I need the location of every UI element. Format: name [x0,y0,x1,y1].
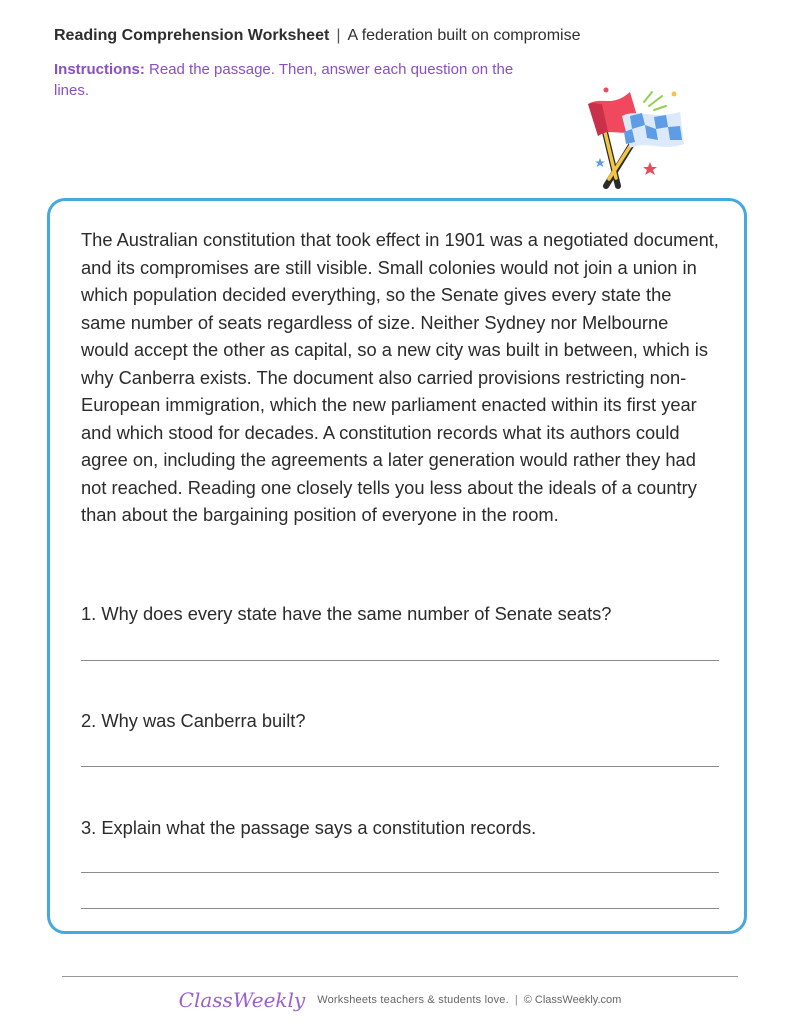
question-2: 2. Why was Canberra built? [81,710,306,731]
answer-line-q2[interactable] [81,766,719,767]
question-1: 1. Why does every state have the same number of Senate seats? [81,603,612,624]
worksheet-header [54,27,580,45]
worksheet-subtitle: A federation built on compromise [347,27,581,44]
crossed-flags-illustration [582,82,692,192]
instructions-text: Read the passage. Then, answer each question on the lines. [54,61,514,99]
instructions [54,59,514,101]
header-separator: | [336,27,341,44]
footer [0,988,800,1012]
worksheet-title: Reading Comprehension Worksheet [54,27,330,44]
answer-line-q1[interactable] [81,660,719,661]
answer-line-q3b[interactable] [81,908,719,909]
flags-icon [582,82,692,192]
footer-separator: | [514,994,518,1006]
answer-line-q3a[interactable] [81,872,719,873]
reading-passage: The Australian constitution that took effect in 1901 was a negotiated document, and its compromises are still visible. Small colonies would not join a union in which population decided everything, so the Senate gives every state the same number of seats regardless of size. Neither Sydney nor Melbourne would accept the other as capital, so a new city was built in between, which is why Canberra exists. The document also carried provisions restricting non-European immigration, which the new parliament enacted within its first year and which stood for decades. A constitution records what its authors could agree on, including the agreements a later generation would rather they had not reached. Reading one closely tells you less about the ideals of a country than about the bargaining position of everyone in the room. [81,229,719,525]
brand-logo: ClassWeekly [178,988,306,1012]
footer-copyright: © ClassWeekly.com [523,994,622,1006]
instructions-label: Instructions: [54,61,145,78]
question-3: 3. Explain what the passage says a constitution records. [81,817,537,838]
footer-tagline: Worksheets teachers & students love. [317,994,509,1006]
footer-divider [62,976,738,977]
